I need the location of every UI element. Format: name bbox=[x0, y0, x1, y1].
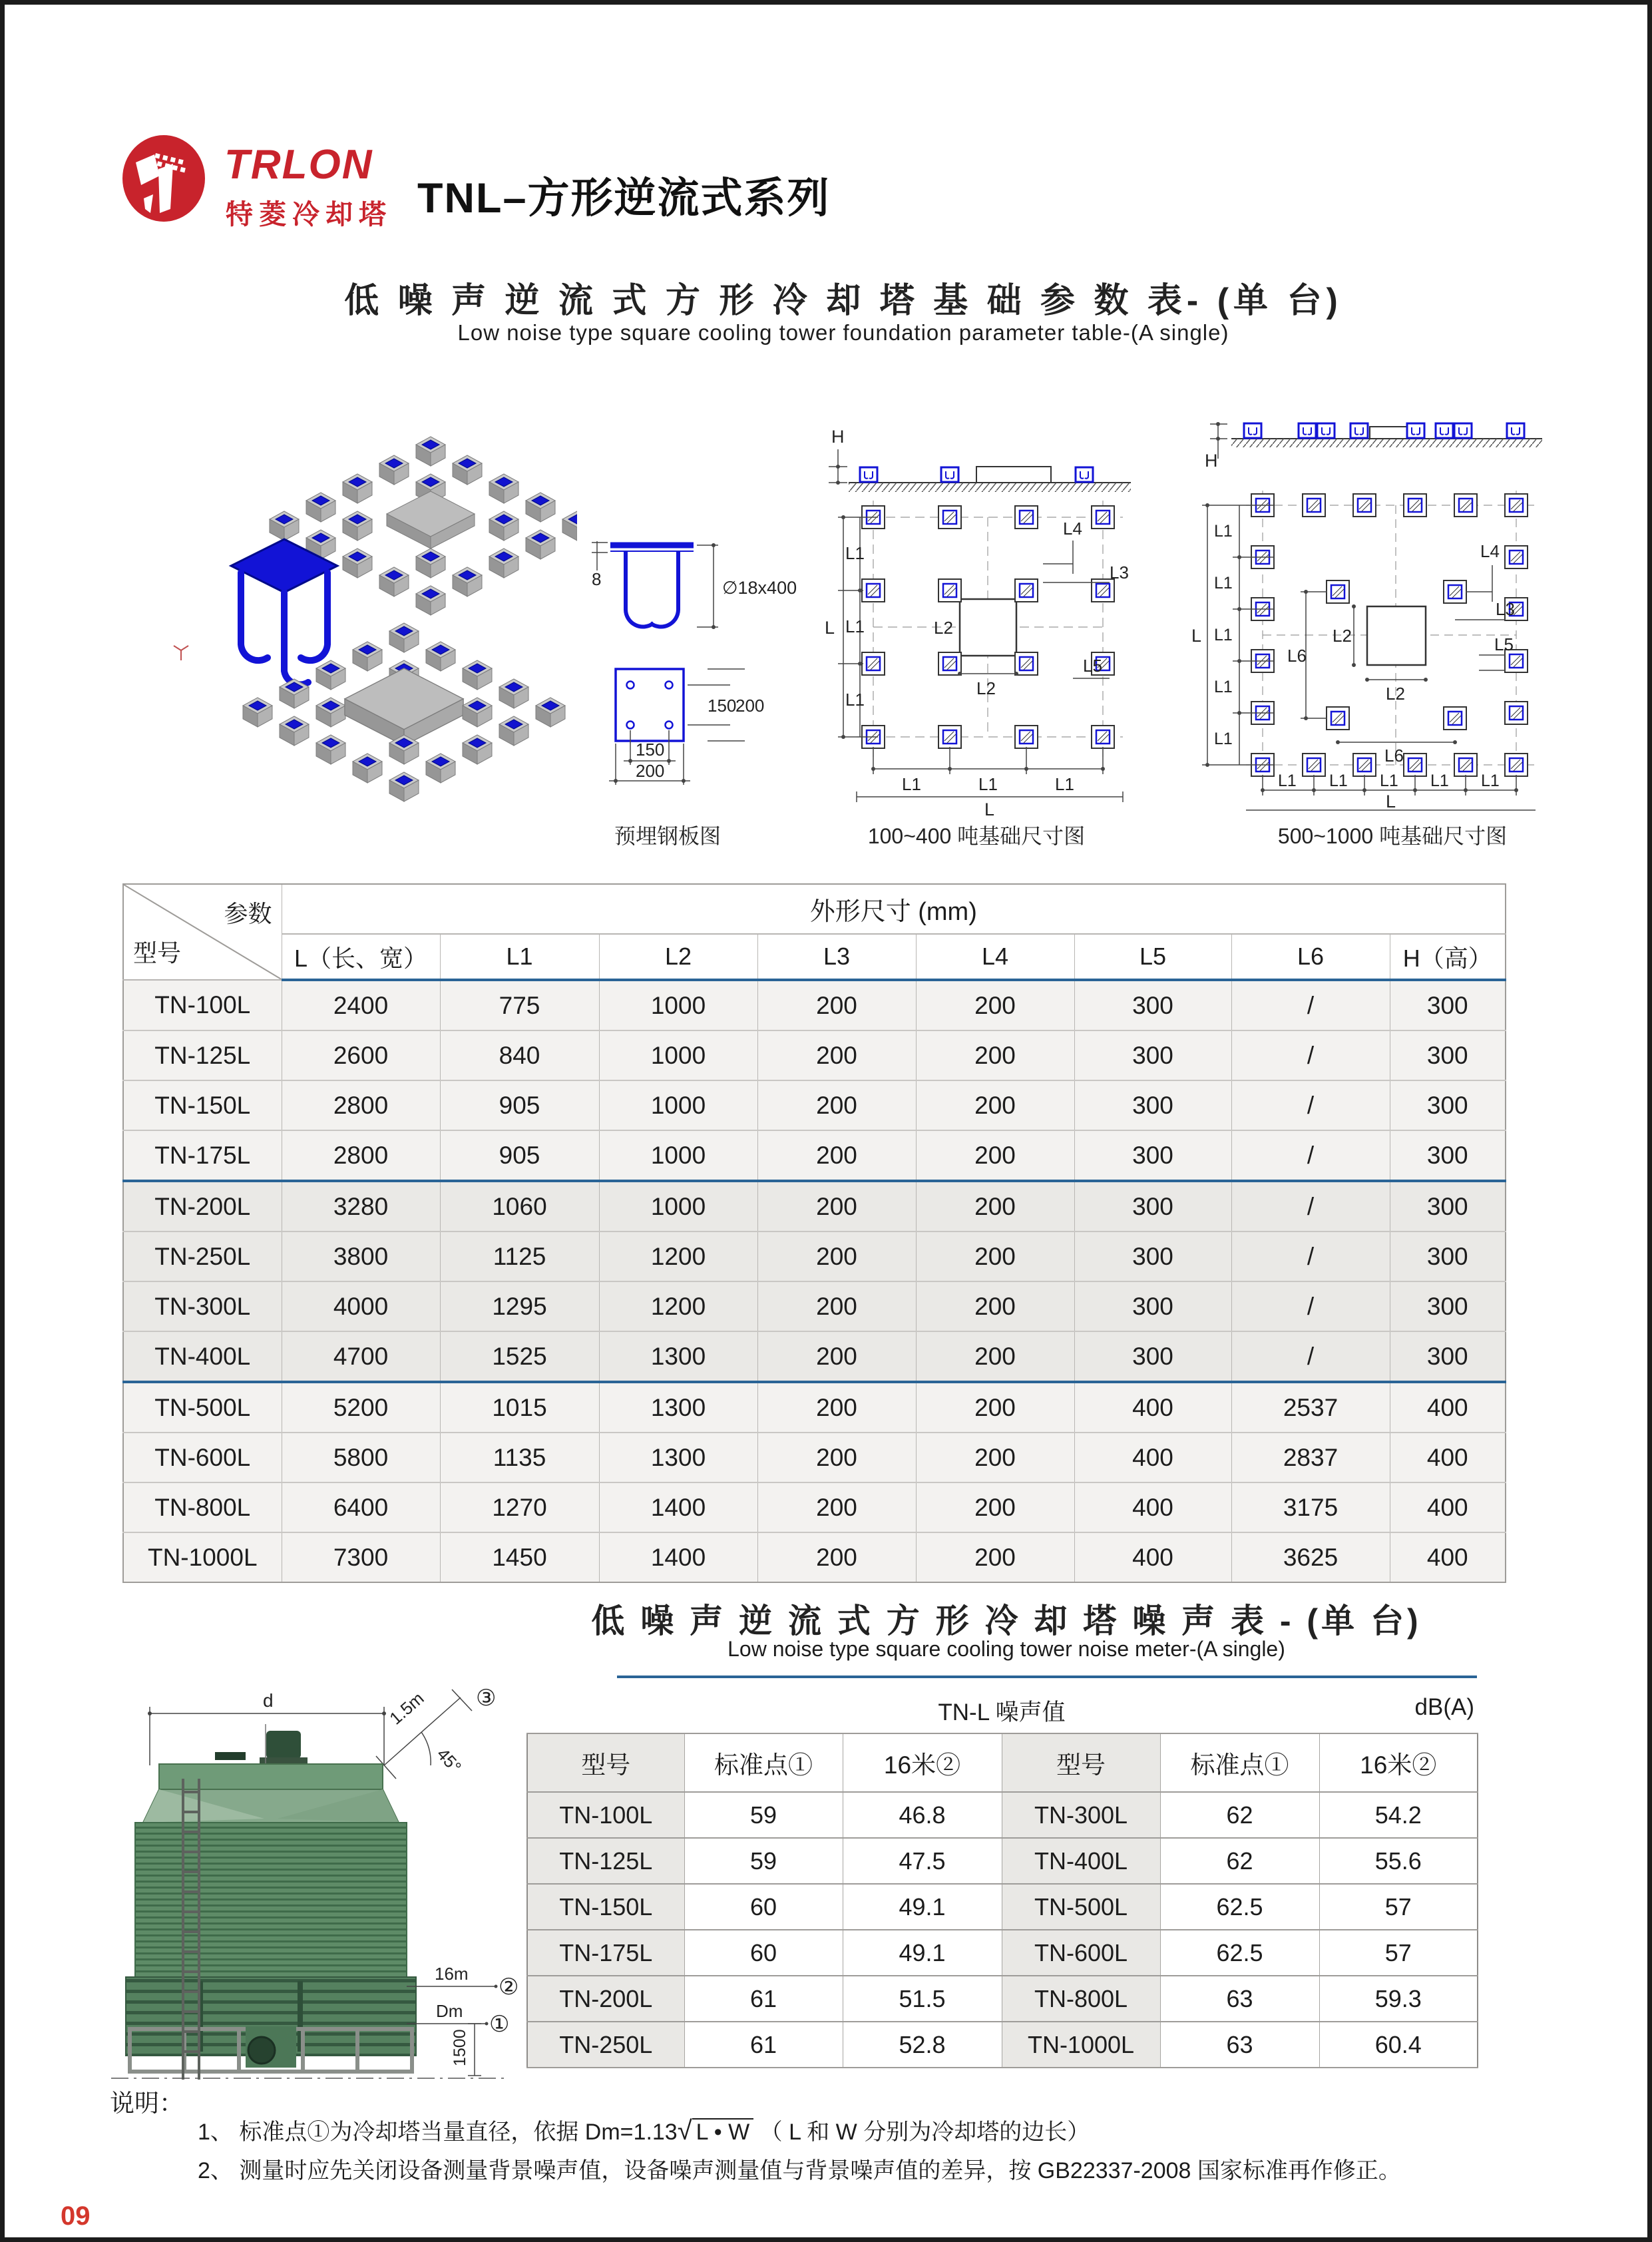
svg-text:L6: L6 bbox=[1287, 646, 1307, 666]
noise-table-header bbox=[526, 1694, 1477, 1725]
svg-text:L1: L1 bbox=[1430, 772, 1449, 790]
table-row: TN-125L 59 47.5 TN-400L 62 55.6 bbox=[527, 1838, 1478, 1884]
svg-text:L1: L1 bbox=[1214, 678, 1233, 696]
table-row: TN-100L 59 46.8 TN-300L 62 54.2 bbox=[527, 1792, 1478, 1838]
svg-text:L2: L2 bbox=[934, 618, 953, 638]
note-1-suffix: （ L 和 W 分别为冷却塔的边长） bbox=[759, 2120, 1090, 2145]
svg-text:L5: L5 bbox=[1494, 634, 1514, 654]
svg-text:d: d bbox=[263, 1690, 274, 1711]
note-2: 2、 测量时应先关闭设备测量背景噪声值，设备噪声测量值与背景噪声值的差异，按 GB22337-2008 国家标准再作修正。 bbox=[198, 2158, 1401, 2183]
svg-text:L4: L4 bbox=[1063, 519, 1082, 539]
page-title: TNL–方形逆流式系列 bbox=[417, 175, 831, 222]
col-header: 标准点① bbox=[1160, 1733, 1319, 1792]
cluster-large bbox=[243, 623, 565, 801]
caption-100-400: 100~400 吨基础尺寸图 bbox=[867, 824, 1086, 848]
table-row: TN-150L 60 49.1 TN-500L 62.5 57 bbox=[527, 1884, 1478, 1930]
svg-text:L2: L2 bbox=[976, 678, 996, 698]
svg-text:H: H bbox=[1205, 451, 1218, 471]
col-header: L6 bbox=[1231, 934, 1390, 980]
svg-text:L1: L1 bbox=[1214, 626, 1233, 644]
note-1-radicand: L • W bbox=[692, 2118, 754, 2145]
table-row: TN-175L 2800 905 1000 200 200 300 / 300 bbox=[123, 1130, 1506, 1181]
col-header: 型号 bbox=[1002, 1733, 1160, 1792]
span-header: 外形尺寸 (mm) bbox=[282, 884, 1506, 934]
page-number: 09 bbox=[61, 2201, 91, 2231]
blue-anchor-plate bbox=[231, 539, 337, 684]
table-row: TN-500L 5200 1015 1300 200 200 400 2537 400 bbox=[123, 1382, 1506, 1433]
svg-text:L1: L1 bbox=[845, 616, 865, 636]
table-row: TN-200L 3280 1060 1000 200 200 300 / 300 bbox=[123, 1181, 1506, 1232]
svg-text:L1: L1 bbox=[1055, 774, 1074, 794]
svg-text:L: L bbox=[825, 618, 835, 638]
svg-text:L1: L1 bbox=[1214, 730, 1233, 748]
svg-text:L1: L1 bbox=[1214, 574, 1233, 592]
caption-500-1000: 500~1000 吨基础尺寸图 bbox=[1277, 824, 1508, 848]
svg-text:45°: 45° bbox=[433, 1743, 466, 1777]
svg-text:L3: L3 bbox=[1496, 599, 1515, 619]
svg-text:②: ② bbox=[499, 1974, 517, 2000]
corner-label-param: 参数 bbox=[224, 900, 272, 927]
section1-subtitle: Low noise type square cooling tower foundation parameter table-(A single) bbox=[457, 320, 1229, 345]
cluster-small bbox=[270, 437, 577, 615]
elevation-100-400 bbox=[829, 427, 1131, 492]
col-header: L（长、宽） bbox=[282, 934, 440, 980]
corner-label-model: 型号 bbox=[133, 939, 182, 967]
svg-text:L: L bbox=[984, 799, 995, 818]
svg-text:L1: L1 bbox=[845, 543, 865, 563]
foundation-500-1000-diagram bbox=[1133, 372, 1546, 818]
note-1 bbox=[198, 2114, 1090, 2146]
axis-icon bbox=[174, 646, 188, 660]
col-header: 16米② bbox=[843, 1733, 1002, 1792]
table-row: TN-1000L 7300 1450 1400 200 200 400 3625 400 bbox=[123, 1532, 1506, 1582]
table-row: TN-150L 2800 905 1000 200 200 300 / 300 bbox=[123, 1080, 1506, 1130]
table-row: TN-250L 61 52.8 TN-1000L 63 60.4 bbox=[527, 2022, 1478, 2068]
anchor-plate-detail bbox=[609, 669, 764, 785]
svg-text:L1: L1 bbox=[845, 690, 865, 710]
col-header: L4 bbox=[916, 934, 1074, 980]
svg-text:L3: L3 bbox=[1110, 562, 1129, 582]
svg-text:150: 150 bbox=[708, 696, 737, 716]
svg-text:∅18x400: ∅18x400 bbox=[722, 578, 797, 598]
plan-500-1000 bbox=[1191, 491, 1536, 811]
sqrt-icon: √ bbox=[677, 2116, 692, 2145]
col-header: H（高） bbox=[1390, 934, 1506, 980]
svg-text:L1: L1 bbox=[1380, 772, 1398, 790]
noise-table bbox=[526, 1733, 1478, 2068]
foundation-100-400-diagram bbox=[577, 371, 1136, 818]
section2-title: 低 噪 声 逆 流 式 方 形 冷 却 塔 噪 声 表 - (单 台) bbox=[591, 1602, 1422, 1640]
noise-unit: dB(A) bbox=[1414, 1694, 1474, 1720]
table-row: TN-100L 2400 775 1000 200 200 300 / 300 bbox=[123, 980, 1506, 1030]
svg-text:1500: 1500 bbox=[451, 2029, 469, 2066]
svg-text:16m: 16m bbox=[435, 1964, 469, 1984]
svg-text:200: 200 bbox=[735, 696, 765, 716]
trlon-logo-icon bbox=[121, 134, 208, 222]
svg-text:H: H bbox=[831, 427, 845, 447]
col-header: 标准点① bbox=[684, 1733, 843, 1792]
svg-text:L2: L2 bbox=[1333, 626, 1352, 646]
anchor-bolt-detail bbox=[592, 541, 797, 629]
caption-steel-plate: 预埋钢板图 bbox=[614, 824, 721, 848]
brand-subtitle: 特菱冷却塔 bbox=[226, 199, 392, 230]
table-row: TN-175L 60 49.1 TN-600L 62.5 57 bbox=[527, 1930, 1478, 1976]
col-header: L2 bbox=[599, 934, 757, 980]
brand-name: TRLON bbox=[224, 142, 373, 188]
svg-text:150: 150 bbox=[636, 740, 665, 760]
svg-text:L1: L1 bbox=[1329, 772, 1348, 790]
elevation-500-1000 bbox=[1205, 422, 1542, 471]
svg-text:①: ① bbox=[489, 2012, 510, 2037]
svg-text:1.5m: 1.5m bbox=[385, 1687, 428, 1729]
cooling-tower-drawing bbox=[98, 1685, 517, 2085]
svg-text:L1: L1 bbox=[1278, 772, 1297, 790]
svg-text:L2: L2 bbox=[1386, 684, 1405, 704]
svg-text:L5: L5 bbox=[1083, 656, 1102, 676]
table-row: TN-300L 4000 1295 1200 200 200 300 / 300 bbox=[123, 1281, 1506, 1331]
table-row: TN-800L 6400 1270 1400 200 200 400 3175 400 bbox=[123, 1482, 1506, 1532]
svg-text:L1: L1 bbox=[902, 774, 921, 794]
col-header: 16米② bbox=[1319, 1733, 1478, 1792]
col-header: L1 bbox=[440, 934, 599, 980]
table-row: TN-600L 5800 1135 1300 200 200 400 2837 400 bbox=[123, 1433, 1506, 1482]
svg-text:L1: L1 bbox=[1214, 522, 1233, 541]
section2-subtitle: Low noise type square cooling tower noise meter-(A single) bbox=[727, 1637, 1285, 1661]
svg-text:200: 200 bbox=[636, 761, 665, 781]
svg-text:L: L bbox=[1386, 791, 1396, 811]
isometric-foundation-diagram bbox=[118, 367, 577, 827]
notes-heading: 说明： bbox=[110, 2090, 184, 2117]
corner-cell bbox=[123, 884, 282, 980]
table-row: TN-200L 61 51.5 TN-800L 63 59.3 bbox=[527, 1976, 1478, 2022]
svg-text:L: L bbox=[1191, 626, 1202, 646]
svg-text:8: 8 bbox=[592, 569, 602, 589]
table-row: TN-125L 2600 840 1000 200 200 300 / 300 bbox=[123, 1030, 1506, 1080]
table-row: TN-250L 3800 1125 1200 200 200 300 / 300 bbox=[123, 1232, 1506, 1281]
svg-text:L1: L1 bbox=[978, 774, 998, 794]
noise-table-title: TN-L 噪声值 bbox=[938, 1699, 1066, 1725]
col-header: L3 bbox=[757, 934, 916, 980]
section1-title: 低 噪 声 逆 流 式 方 形 冷 却 塔 基 础 参 数 表- (单 台) bbox=[344, 282, 1342, 320]
plan-100-400 bbox=[825, 501, 1129, 818]
svg-text:L4: L4 bbox=[1480, 541, 1500, 561]
svg-text:L6: L6 bbox=[1384, 746, 1404, 766]
svg-text:L1: L1 bbox=[1481, 772, 1500, 790]
svg-text:Dm: Dm bbox=[436, 2001, 463, 2021]
divider bbox=[617, 1676, 1477, 1678]
col-header: 型号 bbox=[527, 1733, 684, 1792]
table-row: TN-400L 4700 1525 1300 200 200 300 / 300 bbox=[123, 1331, 1506, 1382]
col-header: L5 bbox=[1074, 934, 1231, 980]
dimension-table bbox=[122, 883, 1506, 1583]
svg-text:③: ③ bbox=[476, 1685, 497, 1711]
note-1-text: 1、 标准点①为冷却塔当量直径，依据 Dm=1.13 bbox=[198, 2120, 678, 2145]
